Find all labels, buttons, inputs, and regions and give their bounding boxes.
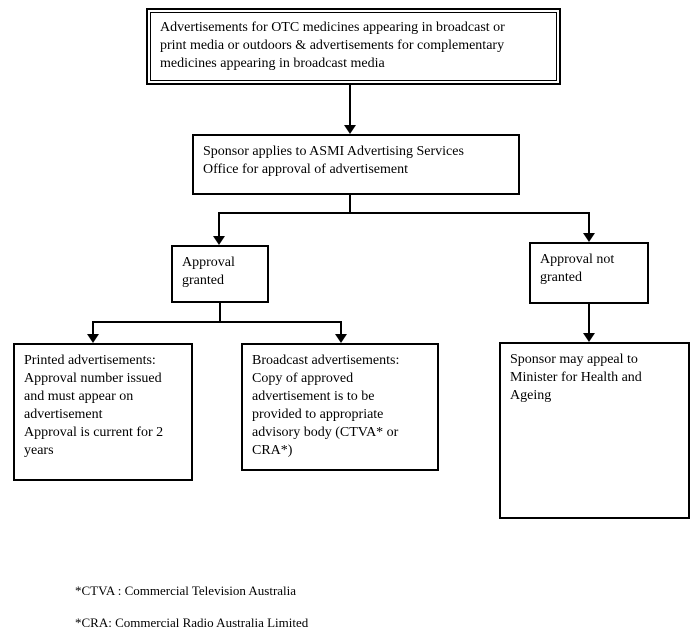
footnote-ctva: *CTVA : Commercial Television Australia [75, 583, 297, 598]
arrowhead-down-icon [344, 125, 356, 134]
edge-granted-printed-line [92, 321, 94, 334]
node-text-line: Sponsor applies to ASMI Advertising Services [203, 144, 464, 159]
arrowhead-down-icon [87, 334, 99, 343]
arrowhead-down-icon [213, 236, 225, 245]
arrowhead-down-icon [335, 334, 347, 343]
node-text-line: advertisement is to be [252, 389, 375, 404]
node-text-line: Printed advertisements: [24, 353, 156, 368]
footnote-cra: *CRA: Commercial Radio Australia Limited [75, 615, 309, 630]
node-text-line: years [24, 443, 54, 458]
node-text-line: print media or outdoors & advertisements for complementary [160, 38, 505, 53]
edge-apply-branch-stub [349, 195, 351, 213]
node-start-inner [150, 12, 557, 81]
node-text-line: CRA*) [252, 443, 293, 458]
node-text-line: Ageing [510, 388, 552, 403]
node-text-line: advertisement [24, 407, 103, 422]
arrowhead-down-icon [583, 333, 595, 342]
edge-apply-granted-line [218, 212, 220, 236]
edge-granted-branch-stub [219, 303, 221, 322]
node-text-line: granted [540, 270, 582, 285]
node-text-line: provided to appropriate [252, 407, 384, 422]
node-broadcast-advertisements [241, 343, 439, 471]
node-start [146, 8, 561, 85]
node-approval-not-granted [529, 242, 649, 304]
node-text-line: and must appear on [24, 389, 134, 404]
node-text-line: Advertisements for OTC medicines appearing in broadcast or [160, 20, 505, 35]
node-text-line: Approval not [540, 252, 615, 267]
node-text-line: Approval is current for 2 [24, 425, 164, 440]
node-apply [192, 134, 520, 195]
arrowhead-down-icon [583, 233, 595, 242]
node-text-line: Copy of approved [252, 371, 354, 386]
node-text-line: Broadcast advertisements: [252, 353, 400, 368]
node-sponsor-appeal [499, 342, 690, 519]
node-printed-advertisements [13, 343, 193, 481]
node-text-line: Sponsor may appeal to [510, 352, 638, 367]
node-text-line: Approval [182, 255, 235, 270]
node-text-line: advisory body (CTVA* or [252, 425, 399, 440]
edge-granted-branch-crossbar [92, 321, 342, 323]
edge-notgranted-appeal-line [588, 304, 590, 333]
node-text-line: Minister for Health and [510, 370, 642, 385]
node-text-line: medicines appearing in broadcast media [160, 56, 385, 71]
edge-granted-broadcast-line [340, 321, 342, 334]
node-text-line: granted [182, 273, 224, 288]
edge-apply-branch-crossbar [219, 212, 590, 214]
node-text-line: Office for approval of advertisement [203, 162, 408, 177]
node-approval-granted [171, 245, 269, 303]
edge-apply-notgranted-line [588, 212, 590, 233]
node-text-line: Approval number issued [24, 371, 162, 386]
edge-start-apply-line [349, 85, 351, 125]
